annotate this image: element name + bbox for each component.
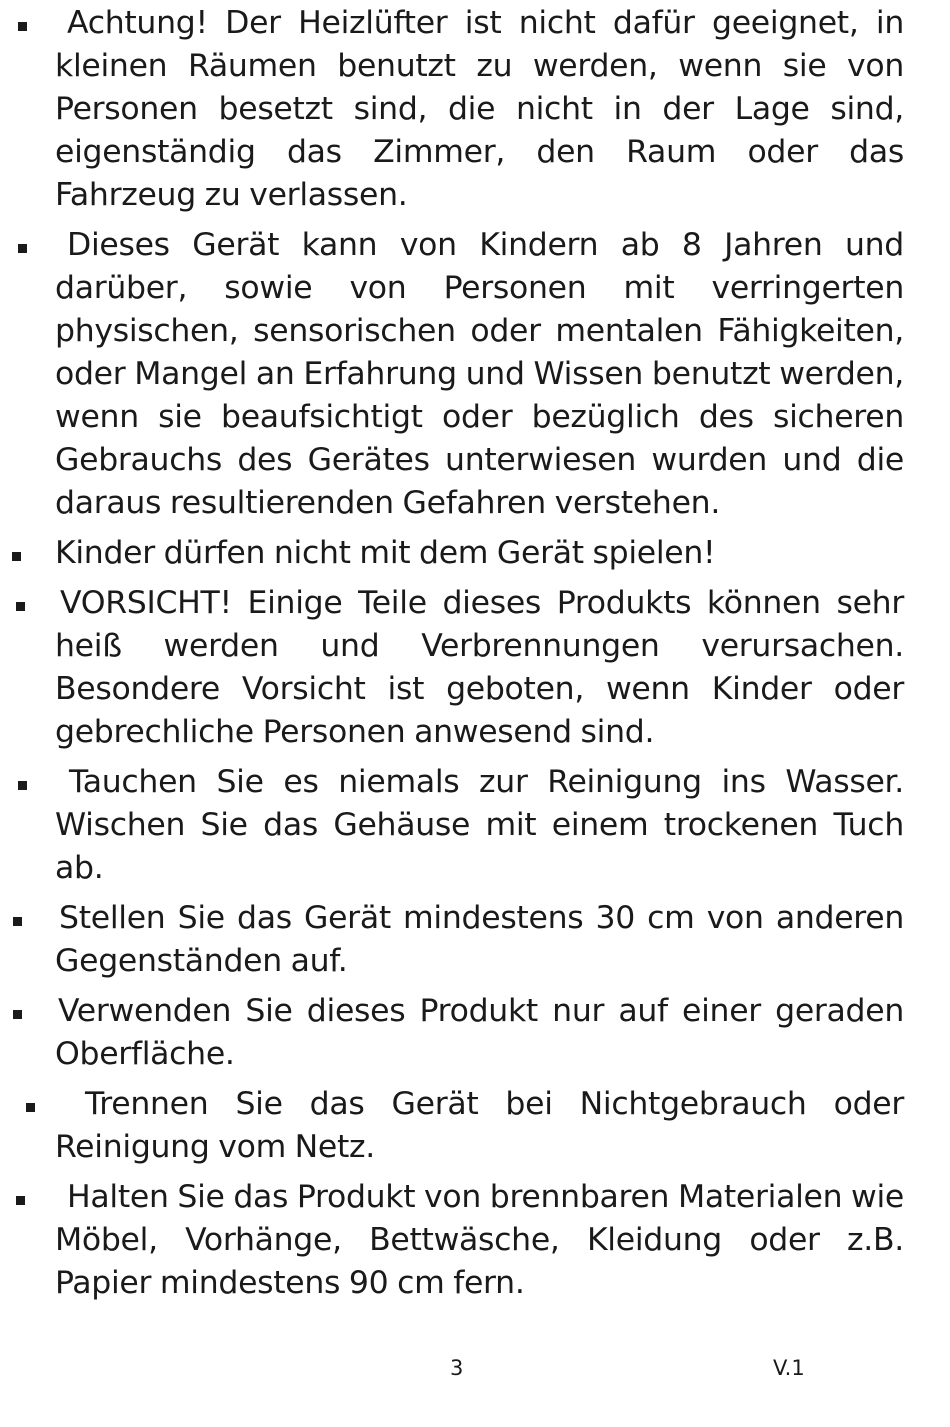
bullet-icon [18, 781, 27, 790]
list-item [0, 761, 950, 890]
bullet-icon [13, 1010, 22, 1019]
list-item-text: Trennen Sie das Gerät bei Nichtgebrauch oder Reinigung vom Netz. [55, 1086, 904, 1165]
bullet-icon [13, 917, 22, 926]
list-item [0, 582, 950, 754]
list-item [0, 224, 950, 525]
bullet-icon [12, 552, 21, 561]
bullet-icon [16, 1196, 25, 1205]
list-item-text: Halten Sie das Produkt von brennbaren Materialen wie Möbel, Vorhänge, Bettwäsche, Kleidung oder z.B. Papier mindestens 90 cm fern. [55, 1179, 904, 1301]
page-number: 3 [450, 1356, 464, 1380]
list-item-text: Stellen Sie das Gerät mindestens 30 cm von anderen Gegenständen auf. [55, 900, 904, 979]
version-label: V.1 [773, 1356, 805, 1380]
list-item [0, 897, 950, 983]
bullet-icon [18, 244, 27, 253]
list-item [0, 2, 950, 217]
bullet-icon [16, 602, 25, 611]
list-item [0, 532, 950, 575]
bullet-icon [18, 22, 27, 31]
list-item [0, 990, 950, 1076]
list-item [0, 1176, 950, 1305]
list-item-text: Tauchen Sie es niemals zur Reinigung ins Wasser. Wischen Sie das Gehäuse mit einem trockenen Tuch ab. [55, 764, 904, 886]
bullet-icon [26, 1103, 35, 1112]
list-item-text: Kinder dürfen nicht mit dem Gerät spielen! [55, 535, 716, 571]
list-item-text: Achtung! Der Heizlüfter ist nicht dafür geeignet, in kleinen Räumen benutzt zu werden, wenn sie von Personen besetzt sind, die nicht in der Lage sind, eigenständig das Zimmer, den Raum oder das Fahrzeug zu verlassen. [55, 5, 904, 213]
list-item-text: VORSICHT! Einige Teile dieses Produkts können sehr heiß werden und Verbrennungen verursachen. Besondere Vorsicht ist geboten, wenn Kinder oder gebrechliche Personen anwesend sind. [55, 585, 904, 750]
list-item-text: Verwenden Sie dieses Produkt nur auf einer geraden Oberfläche. [55, 993, 904, 1072]
list-item [0, 1083, 950, 1169]
list-item-text: Dieses Gerät kann von Kindern ab 8 Jahren und darüber, sowie von Personen mit verringerten physischen, sensorischen oder mentalen Fähigkeiten, oder Mangel an Erfahrung und Wissen benutzt werden, wenn sie beaufsichtigt oder bezüglich des sicheren Gebrauchs des Gerätes unterwiesen wurden und die daraus resultierenden Gefahren verstehen. [55, 227, 904, 521]
safety-instructions-list [0, 2, 950, 1305]
